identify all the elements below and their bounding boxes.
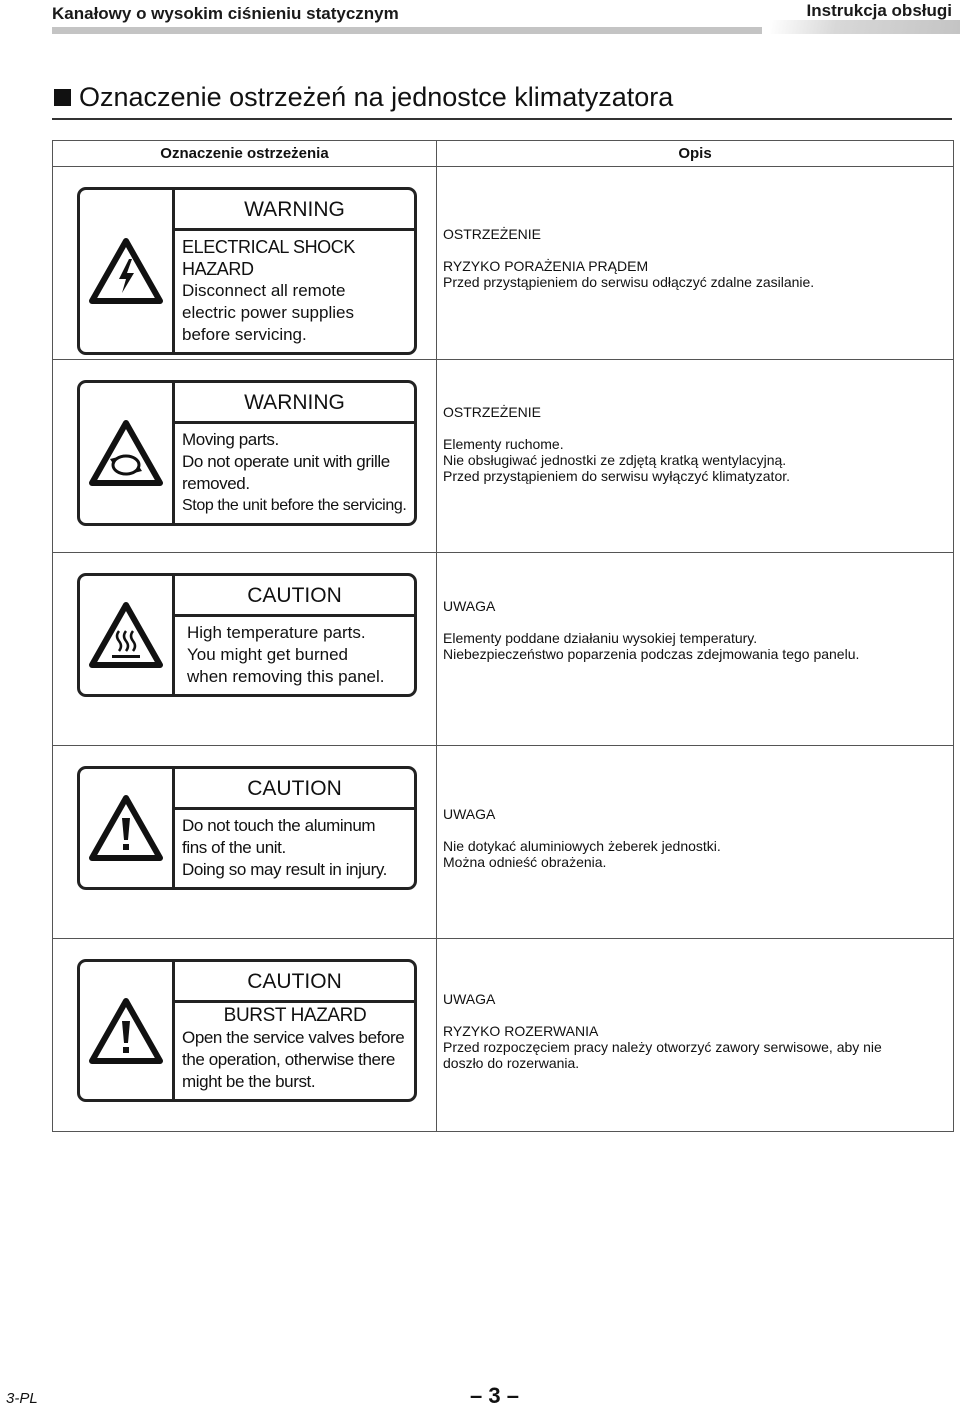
section-title-text: Oznaczenie ostrzeżeń na jednostce klimatyzatora [79, 82, 674, 112]
description-line: Nie obsługiwać jednostki ze zdjętą kratką wentylacyjną. [443, 452, 787, 468]
description-title: UWAGA [443, 806, 496, 822]
warning-label [77, 187, 417, 355]
page-label: 3-PL [6, 1390, 38, 1407]
icon-cell [80, 769, 175, 887]
icon-cell [80, 190, 175, 352]
label-subtitle: BURST HAZARD [223, 1005, 367, 1026]
label-line: might be the burst. [182, 1072, 316, 1091]
label-line: fins of the unit. [182, 838, 286, 857]
warning-label-cell [53, 553, 437, 746]
description [437, 746, 953, 870]
label-line: removed. [182, 474, 250, 493]
column-header-description: Opis [437, 141, 954, 167]
description-line: Elementy ruchome. [443, 436, 564, 452]
page-number-value: 3 [488, 1383, 501, 1408]
warning-label-cell [53, 939, 437, 1132]
icon-cell [80, 576, 175, 694]
label-line: electric power supplies [182, 303, 354, 322]
description-subtitle: RYZYKO PORAŻENIA PRĄDEM [443, 258, 649, 274]
description-title: UWAGA [443, 991, 496, 1007]
label-line: Doing so may result in injury. [182, 860, 387, 879]
description [437, 167, 953, 290]
label-body [175, 617, 414, 694]
description-line: Można odnieść obrażenia. [443, 854, 607, 870]
label-title: CAUTION [175, 769, 414, 810]
description-title: OSTRZEŻENIE [443, 226, 542, 242]
description-cell [437, 167, 954, 360]
description-line: doszło do rozerwania. [443, 1055, 580, 1071]
label-line: Stop the unit before the servicing. [182, 497, 407, 514]
label-body [175, 231, 414, 352]
label-line: Disconnect all remote [182, 281, 346, 300]
icon-cell [80, 383, 175, 523]
warning-table [52, 140, 954, 1132]
description-line: Przed przystąpieniem do serwisu wyłączyć klimatyzator. [443, 468, 791, 484]
label-line: the operation, otherwise there [182, 1050, 395, 1069]
description-cell [437, 939, 954, 1132]
label-title: WARNING [175, 383, 414, 424]
label-title: CAUTION [175, 576, 414, 617]
description-line: Elementy poddane działaniu wysokiej temperatury. [443, 630, 758, 646]
document-title: Kanałowy o wysokim ciśnieniu statycznym [52, 4, 399, 23]
table-row [53, 167, 954, 360]
label-body [175, 810, 414, 887]
moving-parts-icon [88, 419, 164, 487]
page-dash: – [506, 1383, 519, 1408]
label-line: Open the service valves before [182, 1028, 405, 1047]
table-row [53, 746, 954, 939]
description-line: Przed przystąpieniem do serwisu odłączyć zdalne zasilanie. [443, 274, 815, 290]
exclamation-triangle-icon [88, 794, 164, 862]
warning-label [77, 573, 417, 697]
table-row [53, 553, 954, 746]
description-line: Nie dotykać aluminiowych żeberek jednostki. [443, 838, 721, 854]
label-line: Do not touch the aluminum [182, 816, 376, 835]
label-subtitle: ELECTRICAL SHOCK HAZARD [182, 237, 355, 279]
header-divider [52, 27, 762, 34]
description-title: OSTRZEŻENIE [443, 404, 542, 420]
electric-shock-icon [88, 237, 164, 305]
table-row [53, 360, 954, 553]
label-body [175, 424, 414, 523]
section-rule [52, 118, 952, 120]
description-cell [437, 553, 954, 746]
description-line: Przed rozpoczęciem pracy należy otworzyć zawory serwisowe, aby nie [443, 1039, 882, 1055]
description [437, 939, 953, 1071]
warning-label-cell [53, 167, 437, 360]
exclamation-triangle-icon [88, 997, 164, 1065]
label-line: Moving parts. [182, 430, 279, 449]
column-header-label: Oznaczenie ostrzeżenia [53, 141, 437, 167]
warning-label [77, 766, 417, 890]
table-header-row [53, 141, 954, 167]
header-divider-accent [770, 20, 960, 34]
description-cell [437, 360, 954, 553]
label-line: when removing this panel. [187, 667, 385, 686]
label-line: Do not operate unit with grille [182, 452, 390, 471]
label-title: WARNING [175, 190, 414, 231]
icon-cell [80, 962, 175, 1099]
description [437, 360, 953, 484]
label-line: before servicing. [182, 325, 307, 344]
label-body [175, 1003, 414, 1099]
warning-label [77, 380, 417, 526]
warning-label-cell [53, 746, 437, 939]
square-bullet-icon [54, 89, 71, 106]
label-line: You might get burned [187, 645, 348, 664]
section-title [54, 82, 673, 113]
description-line: Niebezpieczeństwo poparzenia podczas zdejmowania tego panelu. [443, 646, 860, 662]
table-row [53, 939, 954, 1132]
description [437, 553, 953, 662]
warning-label-cell [53, 360, 437, 553]
page-dash: – [470, 1383, 483, 1408]
document-type: Instrukcja obsługi [806, 1, 952, 20]
label-title: CAUTION [175, 962, 414, 1003]
description-cell [437, 746, 954, 939]
description-title: UWAGA [443, 598, 496, 614]
hot-surface-icon [88, 601, 164, 669]
label-line: High temperature parts. [187, 623, 366, 642]
page-number [470, 1383, 519, 1409]
description-subtitle: RYZYKO ROZERWANIA [443, 1023, 599, 1039]
warning-label [77, 959, 417, 1102]
